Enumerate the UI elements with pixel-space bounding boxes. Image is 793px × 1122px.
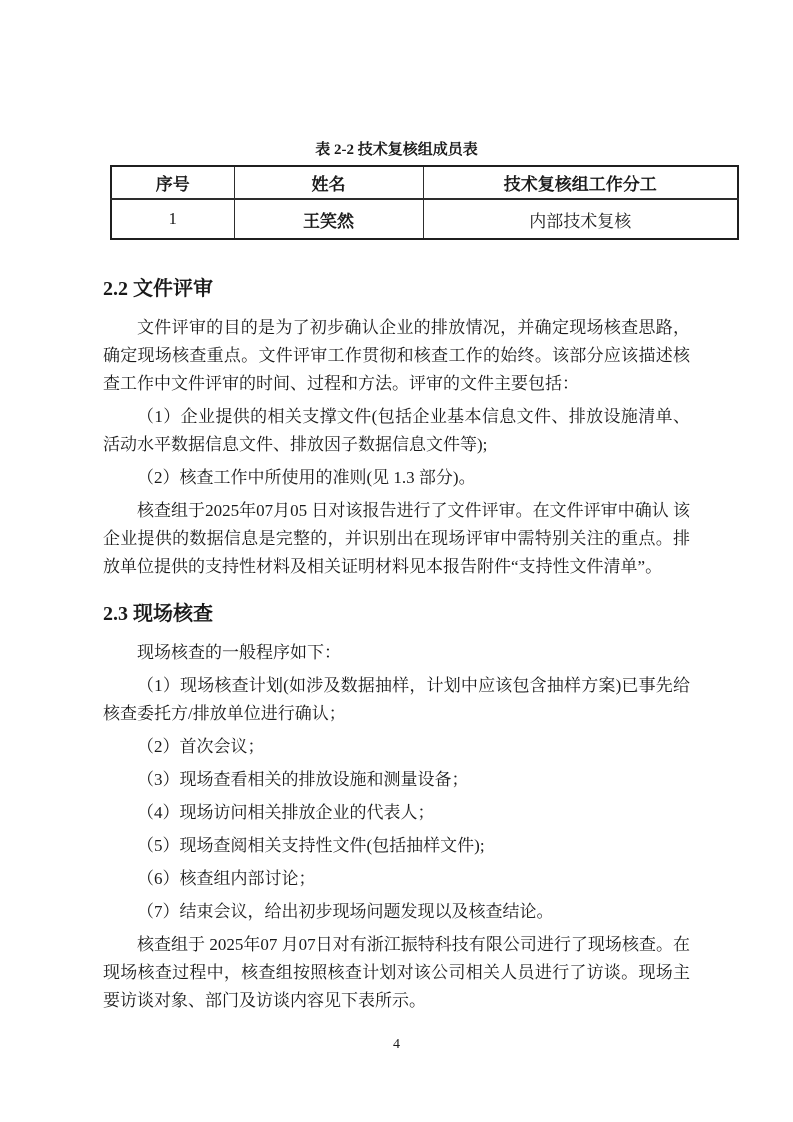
table-header-row [111, 166, 738, 199]
cell-no: 1 [111, 199, 234, 239]
col-header-no: 序号 [111, 166, 234, 199]
table-row [111, 199, 738, 239]
section-2-3-item-3: （3）现场查看相关的排放设施和测量设备； [137, 770, 469, 789]
section-2-2-paragraph-2: 核查组于2025年07月05 日对该报告进行了文件评审。在文件评审中确认 该企业提供的数据信息是完整的，并识别出在现场评审中需特别关注的重点。排放单位提供的支持性材料及相关证明材料见本报告附件“支持性文件清单”。 [103, 501, 690, 576]
section-2-2-heading: 2.2 文件评审 [103, 278, 213, 300]
col-header-duty: 技术复核组工作分工 [423, 166, 738, 199]
section-2-3-heading: 2.3 现场核查 [103, 603, 213, 625]
section-2-3-item-1: （1）现场核查计划(如涉及数据抽样，计划中应该包含抽样方案)已事先给核查委托方/排放单位进行确认； [103, 676, 690, 723]
page-number: 4 [393, 1037, 400, 1052]
section-2-3-intro: 现场核查的一般程序如下： [137, 643, 341, 662]
section-2-3-item-4: （4）现场访问相关排放企业的代表人； [137, 803, 435, 822]
section-2-2-paragraph-1: 文件评审的目的是为了初步确认企业的排放情况，并确定现场核查思路，确定现场核查重点。文件评审工作贯彻和核查工作的始终。该部分应该描述核查工作中文件评审的时间、过程和方法。评审的文件主要包括： [103, 318, 690, 393]
section-2-3-item-5: （5）现场查阅相关支持性文件(包括抽样文件); [137, 836, 485, 855]
members-table [110, 165, 739, 240]
section-2-3-item-7: （7）结束会议，给出初步现场问题发现以及核查结论。 [137, 902, 554, 921]
cell-name: 王笑然 [234, 199, 423, 239]
col-header-name: 姓名 [234, 166, 423, 199]
section-2-2-item-1: （1）企业提供的相关支撑文件(包括企业基本信息文件、排放设施清单、活动水平数据信息文件、排放因子数据信息文件等); [103, 407, 690, 454]
section-2-2-item-2: （2）核查工作中所使用的准则(见 1.3 部分)。 [137, 468, 476, 487]
section-2-3-item-6: （6）核查组内部讨论； [137, 869, 316, 888]
page-content [103, 140, 690, 1015]
section-2-3-item-2: （2）首次会议； [137, 737, 265, 756]
cell-duty: 内部技术复核 [423, 199, 738, 239]
table-caption: 表 2-2 技术复核组成员表 [315, 142, 478, 158]
section-2-3-paragraph-2: 核查组于 2025年07 月07日对有浙江振特科技有限公司进行了现场核查。在现场核查过程中，核查组按照核查计划对该公司相关人员进行了访谈。现场主要访谈对象、部门及访谈内容见下表所示。 [103, 935, 690, 1010]
